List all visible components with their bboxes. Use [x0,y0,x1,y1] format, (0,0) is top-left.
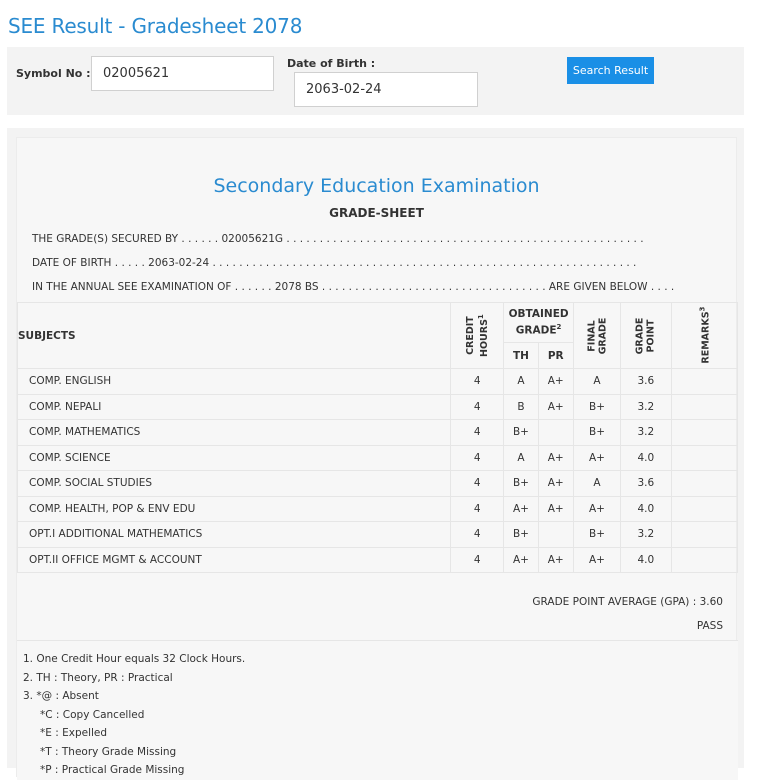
note-credit-hour: 1. One Credit Hour equals 32 Clock Hours. [23,653,246,665]
th-grade-cell: B+ [504,420,538,446]
grade-point-cell: 3.6 [621,471,671,497]
subject-cell: COMP. HEALTH, POP & ENV EDU [18,496,451,522]
table-row [18,394,738,420]
notes-section [17,640,738,780]
subject-cell: COMP. SOCIAL STUDIES [18,471,451,497]
result-panel [7,128,744,776]
subject-cell: OPT.I ADDITIONAL MATHEMATICS [18,522,451,548]
remarks-cell [671,522,738,548]
gradesheet-title: GRADE-SHEET [329,206,424,220]
grade-table [17,302,738,573]
grade-point-cell: 4.0 [621,496,671,522]
final-grade-cell: B+ [573,420,620,446]
info-exam-year: IN THE ANNUAL SEE EXAMINATION OF . . . . . . 2078 BS . . . . . . . . . . . . . . . . . . . . . . . . . . . . . . . . . . ARE GIVEN BELOW . . . . [32,281,675,293]
table-row [18,369,738,395]
result-status: PASS [696,620,723,632]
pr-grade-cell: A+ [538,547,573,573]
note-theory-practical: 2. TH : Theory, PR : Practical [23,671,173,684]
note-copy-cancelled: *C : Copy Cancelled [40,708,145,721]
remarks-cell [671,496,738,522]
th-grade-cell: A [504,445,538,471]
pr-grade-cell: A+ [538,394,573,420]
final-grade-cell: A+ [573,445,620,471]
note-absent: 3. *@ : Absent [23,690,99,702]
info-grade-secured: THE GRADE(S) SECURED BY . . . . . . 02005621G . . . . . . . . . . . . . . . . . . . . . . . . . . . . . . . . . . . . . . . . . . . . . . . . . . . . . . [32,233,644,245]
grade-point-cell: 3.6 [621,369,671,395]
final-grade-cell: A+ [573,547,620,573]
grade-point-cell: 4.0 [621,547,671,573]
th-grade-cell: A+ [504,547,538,573]
grade-point-cell: 3.2 [621,420,671,446]
gradesheet [16,137,737,777]
dob-label: Date of Birth : [287,57,376,70]
table-row [18,547,738,573]
note-theory-missing: *T : Theory Grade Missing [40,745,177,758]
table-row [18,496,738,522]
pr-grade-cell: A+ [538,496,573,522]
credit-hours-cell: 4 [451,369,504,395]
search-panel [7,47,744,115]
table-row [18,445,738,471]
remarks-cell [671,394,738,420]
th-grade-cell: B+ [504,471,538,497]
th-grade-cell: B+ [504,522,538,548]
gpa-value: GRADE POINT AVERAGE (GPA) : 3.60 [532,596,723,608]
th-grade-cell: A+ [504,496,538,522]
note-practical-missing: *P : Practical Grade Missing [40,764,185,776]
final-grade-cell: A [573,369,620,395]
grade-point-header: GRADE POINT [621,303,671,369]
credit-hours-cell: 4 [451,471,504,497]
symbol-label: Symbol No : [16,67,91,80]
grade-point-cell: 3.2 [621,394,671,420]
dob-input[interactable] [294,72,478,107]
remarks-cell [671,420,738,446]
pr-grade-cell [538,522,573,548]
final-grade-header: FINAL GRADE [573,303,620,369]
table-row [18,420,738,446]
table-row [18,471,738,497]
symbol-input[interactable] [91,56,274,91]
search-result-button[interactable]: Search Result [567,57,654,84]
credit-hours-header: CREDIT HOURS$^1$ [451,303,504,369]
pr-header: PR [538,343,573,369]
page-title: SEE Result - Gradesheet 2078 [8,14,303,38]
subject-cell: COMP. SCIENCE [18,445,451,471]
credit-hours-cell: 4 [451,522,504,548]
subject-cell: COMP. NEPALI [18,394,451,420]
remarks-header: REMARKS$^3$ [671,303,738,369]
pr-grade-cell [538,420,573,446]
remarks-cell [671,369,738,395]
credit-hours-cell: 4 [451,394,504,420]
table-row [18,522,738,548]
remarks-cell [671,547,738,573]
credit-hours-cell: 4 [451,420,504,446]
remarks-cell [671,471,738,497]
pr-grade-cell: A+ [538,369,573,395]
final-grade-cell: A+ [573,496,620,522]
grade-point-cell: 4.0 [621,445,671,471]
final-grade-cell: B+ [573,522,620,548]
th-grade-cell: A [504,369,538,395]
note-expelled: *E : Expelled [40,727,108,739]
credit-hours-cell: 4 [451,445,504,471]
subject-cell: OPT.II OFFICE MGMT & ACCOUNT [18,547,451,573]
subject-cell: COMP. MATHEMATICS [18,420,451,446]
obtained-grade-header: OBTAINED GRADE$^2$ [504,303,573,343]
subject-cell: COMP. ENGLISH [18,369,451,395]
final-grade-cell: A [573,471,620,497]
pr-grade-cell: A+ [538,471,573,497]
grade-point-cell: 3.2 [621,522,671,548]
final-grade-cell: B+ [573,394,620,420]
subjects-header: SUBJECTS [18,303,451,369]
exam-title: Secondary Education Examination [213,175,540,197]
remarks-cell [671,445,738,471]
info-date-of-birth: DATE OF BIRTH . . . . . 2063-02-24 . . . . . . . . . . . . . . . . . . . . . . . . . . . . . . . . . . . . . . . . . . . . . . . . . . . . . . . . . . . . . . . . [32,257,637,269]
th-grade-cell: B [504,394,538,420]
pr-grade-cell: A+ [538,445,573,471]
credit-hours-cell: 4 [451,547,504,573]
th-header: TH [504,343,538,369]
credit-hours-cell: 4 [451,496,504,522]
